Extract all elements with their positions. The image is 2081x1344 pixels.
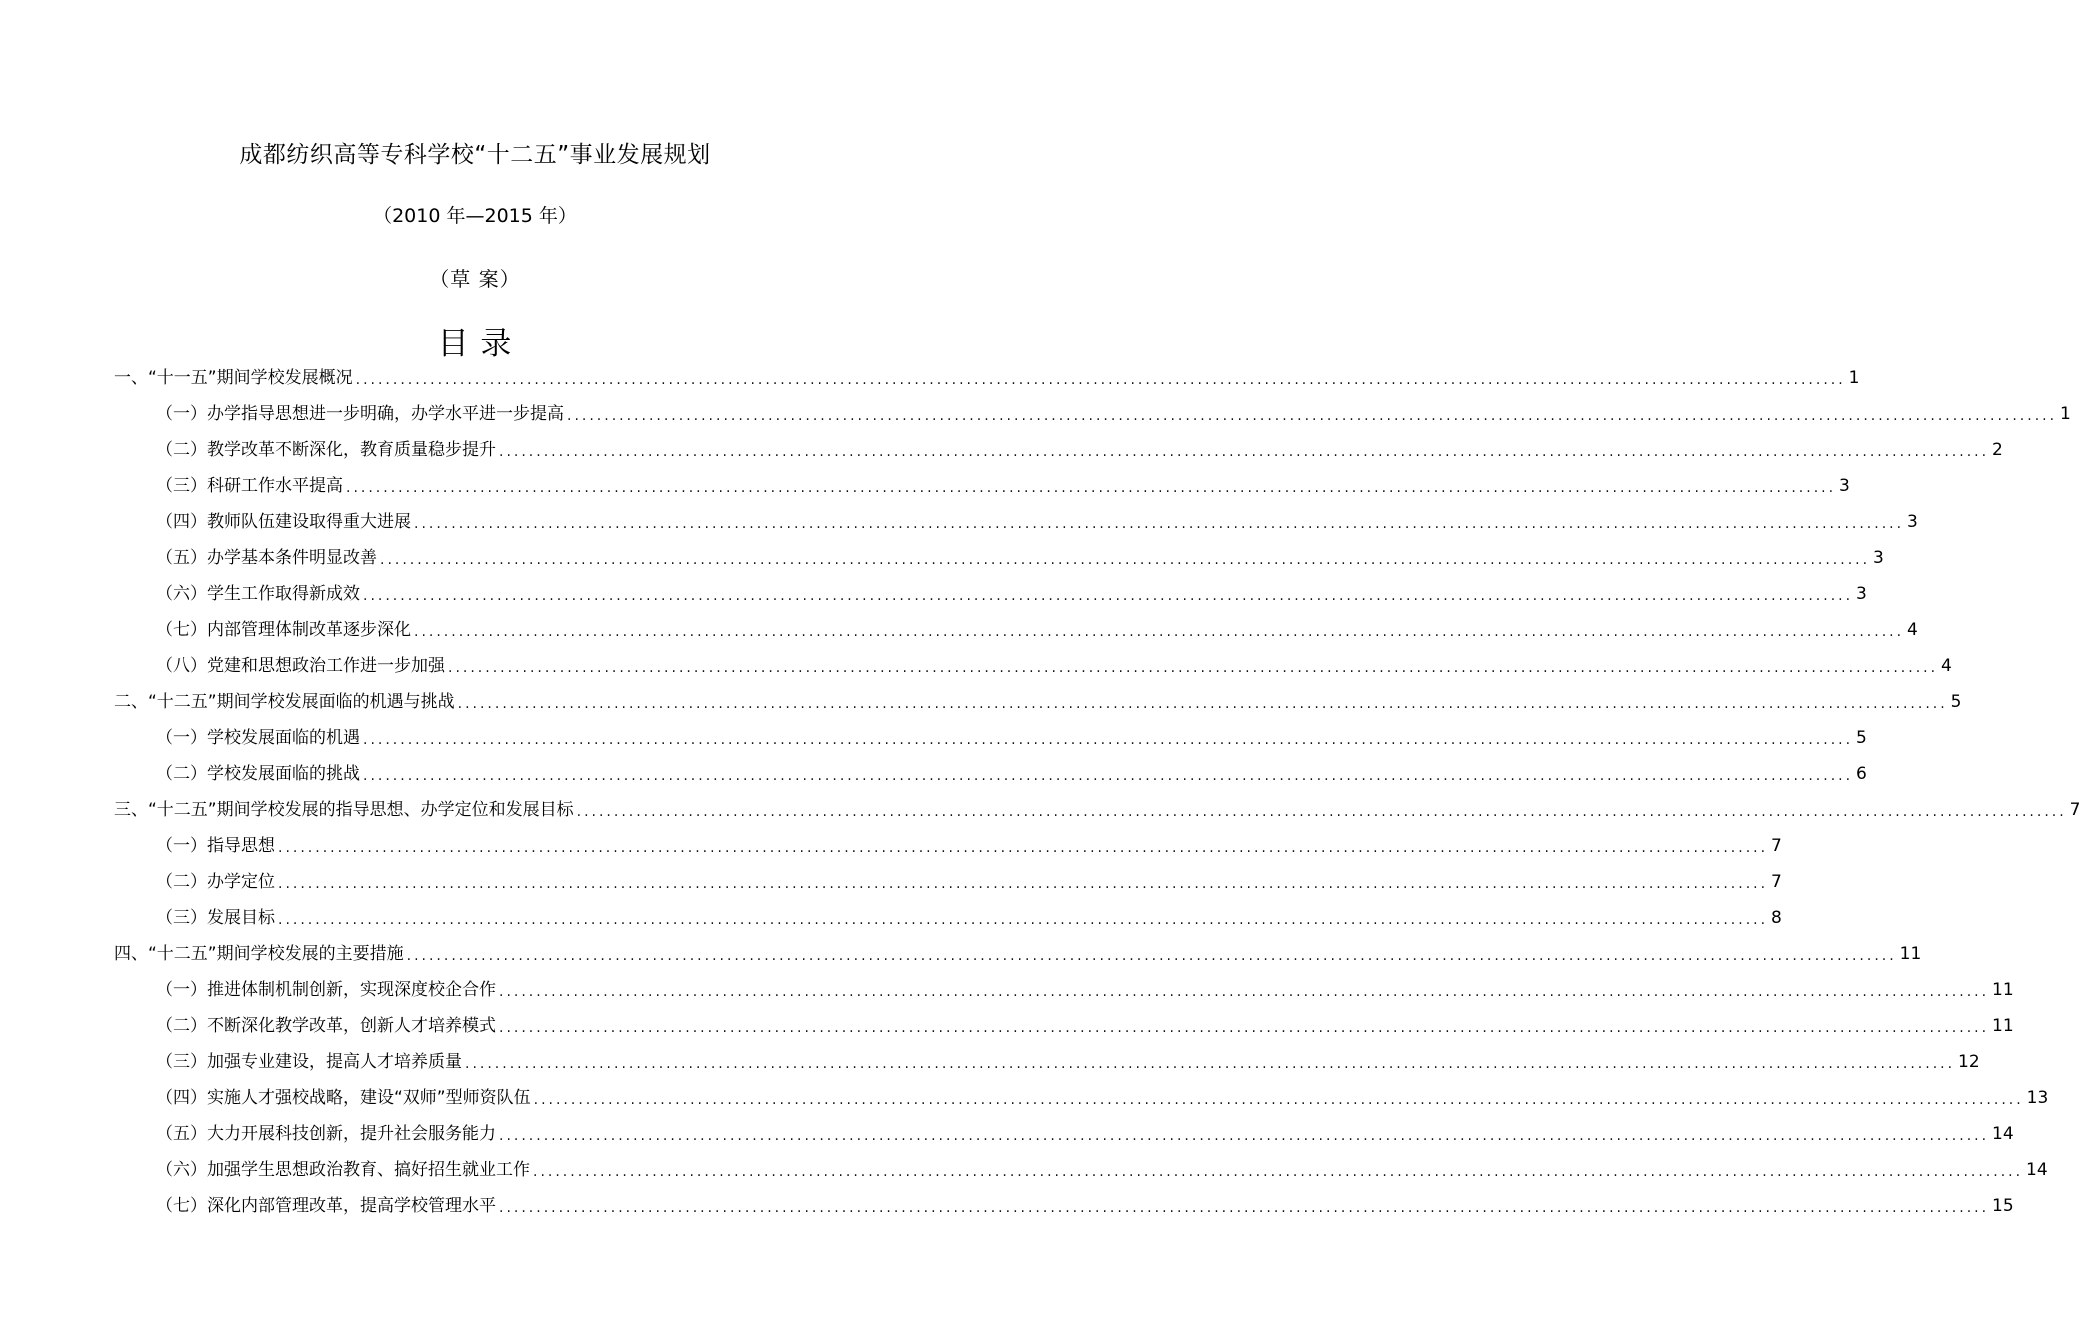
toc-dot-leader: ........................................................................................................................................................................................................ <box>499 984 1990 1000</box>
toc-dot-leader: ........................................................................................................................................................................................................ <box>414 516 1905 532</box>
toc-entry[interactable] <box>156 396 2071 432</box>
toc-page-number: 6 <box>1856 764 1867 784</box>
toc-entry-title: （七）内部管理体制改革逐步深化 <box>156 620 411 640</box>
toc-dot-leader: ........................................................................................................................................................................................................ <box>346 480 1837 496</box>
toc-page-number: 15 <box>1992 1196 2014 1216</box>
toc-entry-title: （一）推进体制机制创新，实现深度校企合作 <box>156 980 496 1000</box>
toc-entry[interactable] <box>114 684 1962 720</box>
toc-entry-title: （四）实施人才强校战略，建设“双师”型师资队伍 <box>156 1088 531 1108</box>
toc-entry[interactable] <box>156 1188 2014 1224</box>
toc-dot-leader: ........................................................................................................................................................................................................ <box>363 588 1854 604</box>
toc-dot-leader: ........................................................................................................................................................................................................ <box>499 1200 1990 1216</box>
toc-entry-title: （八）党建和思想政治工作进一步加强 <box>156 656 445 676</box>
toc-page-number: 2 <box>1992 440 2003 460</box>
toc-dot-leader: ........................................................................................................................................................................................................ <box>380 552 1871 568</box>
toc-entry-title: （七）深化内部管理改革，提高学校管理水平 <box>156 1196 496 1216</box>
toc-entry[interactable] <box>156 504 1918 540</box>
document-title: 成都纺织高等专科学校“十二五”事业发展规划 <box>239 142 711 168</box>
toc-entry-title: （二）学校发展面临的挑战 <box>156 764 360 784</box>
toc-page-number: 3 <box>1873 548 1884 568</box>
toc-dot-leader: ........................................................................................................................................................................................................ <box>567 408 2058 424</box>
toc-entry-title: （二）办学定位 <box>156 872 275 892</box>
toc-entry-title: 三、“十二五”期间学校发展的指导思想、办学定位和发展目标 <box>114 800 574 820</box>
toc-page-number: 3 <box>1856 584 1867 604</box>
toc-dot-leader: ........................................................................................................................................................................................................ <box>465 1056 1956 1072</box>
toc-entry-title: （四）教师队伍建设取得重大进展 <box>156 512 411 532</box>
toc-page-number: 1 <box>2060 404 2071 424</box>
toc-entry-title: 一、“十一五”期间学校发展概况 <box>114 368 353 388</box>
toc-entry-title: （二）教学改革不断深化，教育质量稳步提升 <box>156 440 496 460</box>
toc-page-number: 5 <box>1856 728 1867 748</box>
toc-page-number: 14 <box>2026 1160 2048 1180</box>
toc-dot-leader: ........................................................................................................................................................................................................ <box>406 948 1897 964</box>
toc-entry[interactable] <box>114 936 1922 972</box>
toc-entry-title: （三）科研工作水平提高 <box>156 476 343 496</box>
toc-dot-leader: ........................................................................................................................................................................................................ <box>363 768 1854 784</box>
toc-entry[interactable] <box>156 864 1782 900</box>
toc-page-number: 7 <box>1771 872 1782 892</box>
toc-page-number: 11 <box>1899 944 1922 964</box>
toc-page-number: 8 <box>1771 908 1782 928</box>
toc-entry-title: 二、“十二五”期间学校发展面临的机遇与挑战 <box>114 692 455 712</box>
toc-entry[interactable] <box>156 1044 1980 1080</box>
toc-entry[interactable] <box>156 648 1952 684</box>
toc-dot-leader: ........................................................................................................................................................................................................ <box>499 1128 1990 1144</box>
toc-entry[interactable] <box>156 576 1867 612</box>
toc-entry-title: 四、“十二五”期间学校发展的主要措施 <box>114 944 404 964</box>
toc-entry-title: （六）加强学生思想政治教育、搞好招生就业工作 <box>156 1160 530 1180</box>
toc-page-number: 5 <box>1950 692 1962 712</box>
document-period: （2010 年—2015 年） <box>373 205 577 227</box>
toc-page-number: 3 <box>1907 512 1918 532</box>
toc-entry-title: （一）学校发展面临的机遇 <box>156 728 360 748</box>
toc-dot-leader: ........................................................................................................................................................................................................ <box>278 912 1769 928</box>
toc-page-number: 3 <box>1839 476 1850 496</box>
toc-entry[interactable] <box>156 900 1782 936</box>
toc-entry[interactable] <box>156 1008 2014 1044</box>
toc-dot-leader: ........................................................................................................................................................................................................ <box>576 804 2067 820</box>
toc-entry[interactable] <box>156 828 1782 864</box>
toc-page-number: 7 <box>2069 800 2081 820</box>
toc-page-number: 13 <box>2026 1088 2049 1108</box>
toc-page-number: 4 <box>1907 620 1918 640</box>
toc-page-number: 12 <box>1958 1052 1980 1072</box>
toc-entry-title: （二）不断深化教学改革，创新人才培养模式 <box>156 1016 496 1036</box>
toc-entry-title: （一）办学指导思想进一步明确，办学水平进一步提高 <box>156 404 564 424</box>
toc-page-number: 7 <box>1771 836 1782 856</box>
toc-dot-leader: ........................................................................................................................................................................................................ <box>278 876 1769 892</box>
toc-entry[interactable] <box>114 792 2081 828</box>
toc-dot-leader: ........................................................................................................................................................................................................ <box>499 444 1990 460</box>
toc-entry[interactable] <box>156 720 1867 756</box>
toc-entry[interactable] <box>156 756 1867 792</box>
toc-entry[interactable] <box>156 540 1884 576</box>
toc-dot-leader: ........................................................................................................................................................................................................ <box>363 732 1854 748</box>
toc-page-number: 14 <box>1992 1124 2014 1144</box>
toc-entry-title: （五）大力开展科技创新，提升社会服务能力 <box>156 1124 496 1144</box>
toc-entry[interactable] <box>114 360 1860 396</box>
toc-entry[interactable] <box>156 468 1850 504</box>
toc-dot-leader: ........................................................................................................................................................................................................ <box>414 624 1905 640</box>
toc-dot-leader: ........................................................................................................................................................................................................ <box>499 1020 1990 1036</box>
toc-entry[interactable] <box>156 1152 2048 1188</box>
toc-dot-leader: ........................................................................................................................................................................................................ <box>355 372 1846 388</box>
toc-entry[interactable] <box>156 1116 2014 1152</box>
toc-dot-leader: ........................................................................................................................................................................................................ <box>448 660 1939 676</box>
toc-entry[interactable] <box>156 972 2014 1008</box>
draft-label: （草 案） <box>429 267 521 291</box>
toc-entry[interactable] <box>156 1080 2049 1116</box>
toc-heading: 目 录 <box>437 326 513 362</box>
toc-dot-leader: ........................................................................................................................................................................................................ <box>533 1092 2024 1108</box>
toc-page-number: 11 <box>1992 1016 2014 1036</box>
toc-entry-title: （五）办学基本条件明显改善 <box>156 548 377 568</box>
toc-entry[interactable] <box>156 432 2003 468</box>
toc-entry-title: （一）指导思想 <box>156 836 275 856</box>
toc-dot-leader: ........................................................................................................................................................................................................ <box>533 1164 2024 1180</box>
toc-page-number: 1 <box>1848 368 1860 388</box>
toc-page-number: 4 <box>1941 656 1952 676</box>
toc-entry-title: （三）发展目标 <box>156 908 275 928</box>
toc-dot-leader: ........................................................................................................................................................................................................ <box>278 840 1769 856</box>
toc-dot-leader: ........................................................................................................................................................................................................ <box>457 696 1948 712</box>
toc-entry[interactable] <box>156 612 1918 648</box>
toc-entry-title: （三）加强专业建设，提高人才培养质量 <box>156 1052 462 1072</box>
toc-entry-title: （六）学生工作取得新成效 <box>156 584 360 604</box>
toc-page-number: 11 <box>1992 980 2014 1000</box>
